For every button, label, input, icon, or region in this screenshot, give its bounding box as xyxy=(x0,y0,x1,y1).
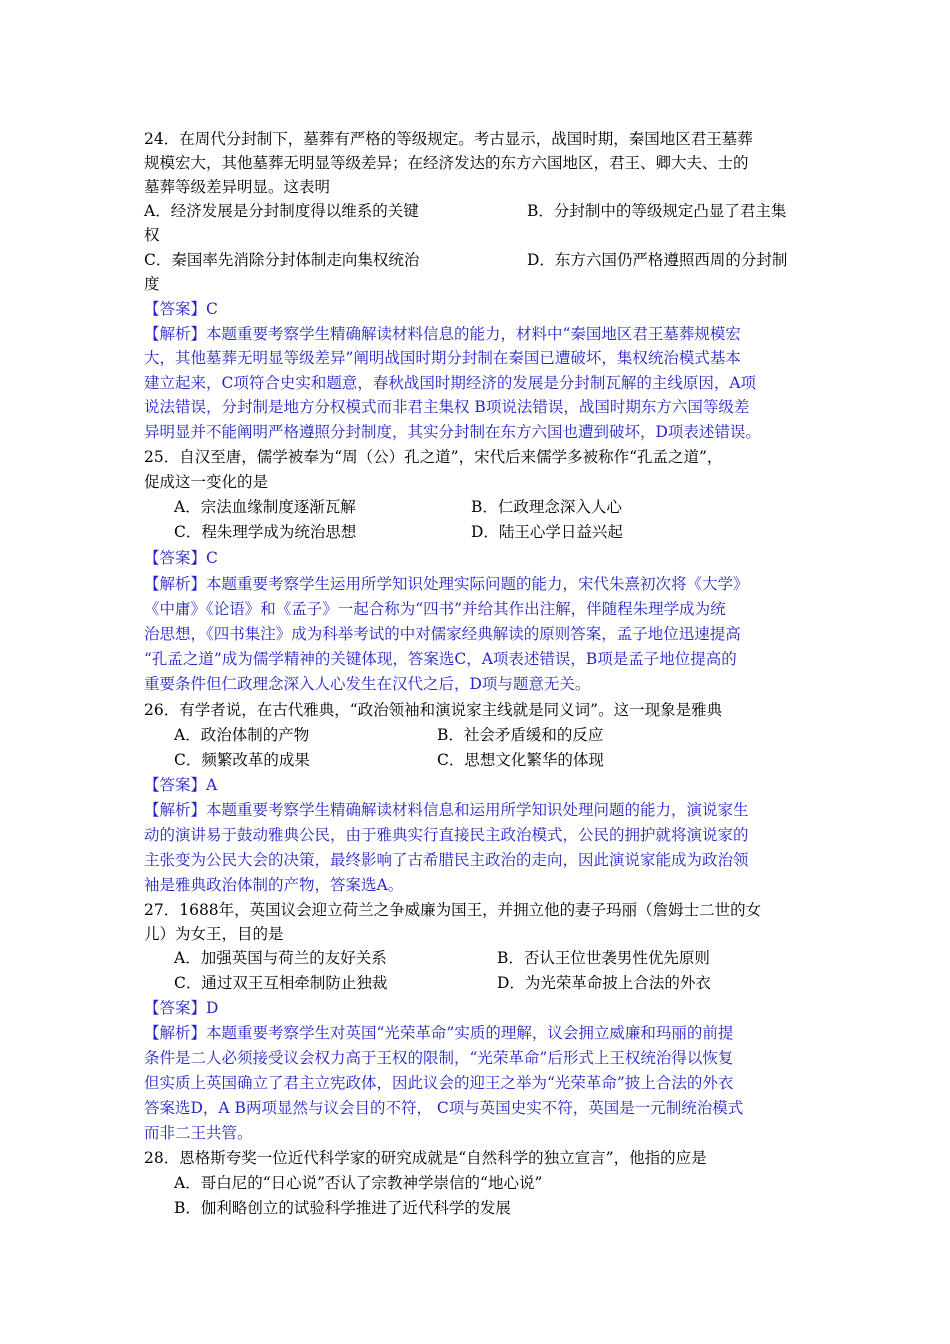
q28-option-b: B．伽利略创立的试验科学推进了近代科学的发展 xyxy=(174,1199,511,1217)
q27-explanation: 答案选D，A B两项显然与议会目的不符， C项与英国史实不符，英国是一元制统治模式 xyxy=(144,1099,744,1117)
q25-stem: 25．自汉至唐，儒学被奉为“周（公）孔之道”，宋代后来儒学多被称作“孔孟之道”， xyxy=(144,448,723,466)
q24-explanation: 建立起来，C项符合史实和题意，春秋战国时期经济的发展是分封制瓦解的主线原因，A项 xyxy=(144,374,757,392)
q26-stem: 26．有学者说，在古代雅典，“政治领袖和演说家主线就是同义词”。这一现象是雅典 xyxy=(144,701,723,719)
q25-option-c: C．程朱理学成为统治思想 xyxy=(174,523,357,541)
q24-option-c: C．秦国率先消除分封体制走向集权统治 xyxy=(144,251,420,269)
q25-option-b: B．仁政理念深入人心 xyxy=(471,498,622,516)
q25-option-d: D．陆王心学日益兴起 xyxy=(471,523,623,541)
q26-explanation: 袖是雅典政治体制的产物，答案选A。 xyxy=(144,876,404,894)
q27-option-a: A．加强英国与荷兰的友好关系 xyxy=(174,949,387,967)
q24-answer: 【答案】C xyxy=(144,300,218,318)
q24-option-d: D．东方六国仍严格遵照西周的分封制 xyxy=(527,251,788,269)
q24-option-b: B．分封制中的等级规定凸显了君主集 xyxy=(527,202,787,220)
q27-explanation: 条件是二人必须接受议会权力高于王权的限制，“光荣革命”后形式上王权统治得以恢复 xyxy=(144,1049,734,1067)
q26-option-d: C．思想文化繁华的体现 xyxy=(437,751,604,769)
q27-option-c: C．通过双王互相牵制防止独裁 xyxy=(174,974,388,992)
q27-stem: 27．1688年，英国议会迎立荷兰之争威廉为国王，并拥立他的妻子玛丽（詹姆士二世的女 xyxy=(144,901,762,919)
q27-option-d: D．为光荣革命披上合法的外衣 xyxy=(497,974,711,992)
q25-explanation: 【解析】本题重要考察学生运用所学知识处理实际问题的能力，宋代朱熹初次将《大学》 xyxy=(144,575,749,593)
q24-stem: 24．在周代分封制下，墓葬有严格的等级规定。考古显示，战国时期，秦国地区君王墓葬 xyxy=(144,130,753,148)
q24-explanation: 异明显并不能阐明严格遵照分封制度，其实分封制在东方六国也遭到破坏，D项表述错误。 xyxy=(144,423,761,441)
q24-explanation: 【解析】本题重要考察学生精确解读材料信息的能力，材料中“秦国地区君王墓葬规模宏 xyxy=(144,325,741,343)
q25-explanation: 治思想，《四书集注》成为科举考试的中对儒家经典解读的原则答案，孟子地位迅速提高 xyxy=(144,625,741,643)
q27-explanation: 【解析】本题重要考察学生对英国“光荣革命”实质的理解，议会拥立威廉和玛丽的前提 xyxy=(144,1024,734,1042)
q25-option-a: A．宗法血缘制度逐渐瓦解 xyxy=(174,498,356,516)
q24-option-d-cont: 度 xyxy=(144,275,160,293)
q27-option-b: B．否认王位世袭男性优先原则 xyxy=(497,949,710,967)
q24-explanation: 大，其他墓葬无明显等级差异”阐明战国时期分封制在秦国已遭破坏，集权统治模式基本 xyxy=(144,349,741,367)
q24-stem: 规模宏大，其他墓葬无明显等级差异；在经济发达的东方六国地区，君王、卿大夫、士的 xyxy=(144,154,749,172)
q27-explanation: 但实质上英国确立了君主立宪政体，因此议会的迎王之举为“光荣革命”披上合法的外衣 xyxy=(144,1074,734,1092)
q24-stem: 墓葬等级差异明显。这表明 xyxy=(144,178,331,196)
q26-explanation: 主张变为公民大会的决策，最终影响了古希腊民主政治的走向，因此演说家能成为政治领 xyxy=(144,851,749,869)
q24-option-b-cont: 权 xyxy=(144,226,160,244)
q26-option-c: C．频繁改革的成果 xyxy=(174,751,310,769)
q27-answer: 【答案】D xyxy=(144,999,219,1017)
q24-option-a: A．经济发展是分封制度得以维系的关键 xyxy=(144,202,419,220)
q25-stem: 促成这一变化的是 xyxy=(144,473,269,491)
q28-stem: 28．恩格斯夸奖一位近代科学家的研究成就是“自然科学的独立宣言”，他指的应是 xyxy=(144,1149,707,1167)
q25-explanation: 重要条件但仁政理念深入人心发生在汉代之后，D项与题意无关。 xyxy=(144,675,591,693)
q25-explanation: 《中庸》《论语》和《孟子》一起合称为“四书”并给其作出注解，伴随程朱理学成为统 xyxy=(144,600,726,618)
q28-option-a: A．哥白尼的“日心说”否认了宗教神学崇信的“地心说” xyxy=(174,1174,543,1192)
q26-answer: 【答案】A xyxy=(144,776,218,794)
q27-explanation: 而非二王共管。 xyxy=(144,1124,253,1142)
q24-explanation: 说法错误，分封制是地方分权模式而非君主集权 B项说法错误，战国时期东方六国等级差 xyxy=(144,398,750,416)
q26-option-a: A．政治体制的产物 xyxy=(174,726,310,744)
q26-option-b: B．社会矛盾缓和的反应 xyxy=(437,726,604,744)
q26-explanation: 动的演讲易于鼓动雅典公民，由于雅典实行直接民主政治模式，公民的拥护就将演说家的 xyxy=(144,826,749,844)
q25-explanation: “孔孟之道”成为儒学精神的关键体现，答案选C，A项表述错误，B项是孟子地位提高的 xyxy=(144,650,737,668)
q25-answer: 【答案】C xyxy=(144,549,218,567)
q26-explanation: 【解析】本题重要考察学生精确解读材料信息和运用所学知识处理问题的能力，演说家生 xyxy=(144,801,749,819)
q27-stem: 儿）为女王，目的是 xyxy=(144,925,284,943)
